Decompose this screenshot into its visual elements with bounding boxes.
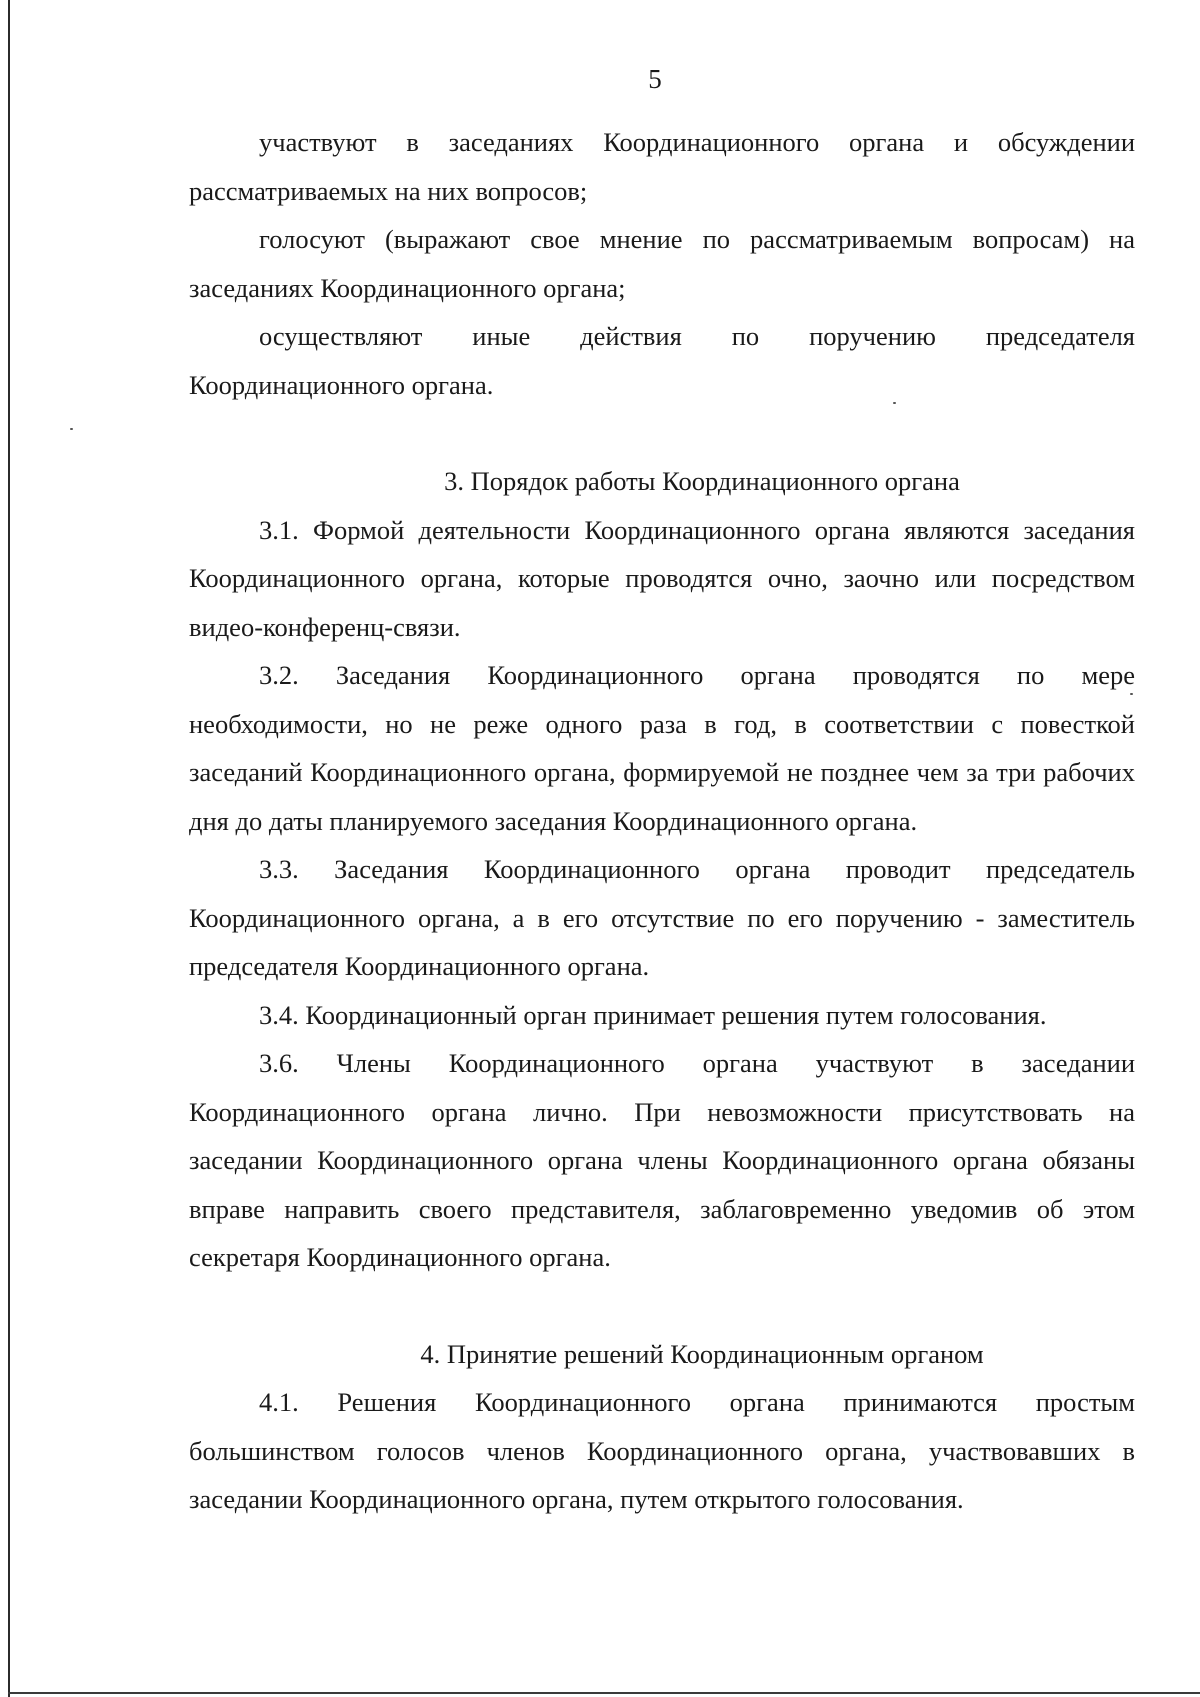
paragraph-3-1: 3.1. Формой деятельности Координационного органа являются заседания Координационного органа, которые проводятся очно, заочно или посредством видео-конференц-связи. — [189, 514, 1135, 642]
section-spacer — [189, 409, 1135, 457]
intro-paragraph-1: участвуют в заседаниях Координационного органа и обсуждении рассматриваемых на них вопросов; — [189, 127, 1135, 206]
section-4-heading: 4. Принятие решений Координационным органом — [420, 1338, 984, 1369]
scan-bottom-edge — [8, 1692, 1200, 1694]
paragraph-3-3: 3.3. Заседания Координационного органа проводит председатель Координационного органа, а в его отсутствие по его поручению - заместитель председателя Координационного органа. — [189, 854, 1135, 981]
scan-speck — [70, 428, 73, 430]
intro-paragraph-3: осуществляют иные действия по поручению председателя Координационного органа. — [189, 321, 1135, 400]
paragraph-4-1: 4.1. Решения Координационного органа принимаются простым большинством голосов членов Координационного органа, участвовавших в заседании Координационного органа, путем открытого голосования. — [189, 1387, 1135, 1514]
paragraph-3-4: 3.4. Координационный орган принимает решения путем голосования. — [259, 999, 1047, 1030]
scan-left-edge — [8, 0, 10, 1697]
intro-paragraph-2: голосуют (выражают свое мнение по рассматриваемым вопросам) на заседаниях Координационного органа; — [189, 224, 1135, 303]
section-3-heading: 3. Порядок работы Координационного органа — [444, 466, 960, 496]
paragraph-3-2: 3.2. Заседания Координационного органа проводятся по мере необходимости, но не реже одного раза в год, в соответствии с повесткой заседаний Координационного органа, формируемой не позднее чем за три рабочих дня до даты планируемого заседания Координационного органа. — [189, 660, 1135, 836]
page-number: 5 — [648, 64, 662, 94]
section-spacer — [189, 1282, 1135, 1330]
paragraph-3-6: 3.6. Члены Координационного органа участвуют в заседании Координационного органа лично. При невозможности присутствовать на заседании Координационного органа члены Координационного органа обязаны вправе направить своего представителя, заблаговременно уведомив об этом секретаря Координационного органа. — [189, 1048, 1135, 1272]
document-body — [189, 118, 1135, 1524]
